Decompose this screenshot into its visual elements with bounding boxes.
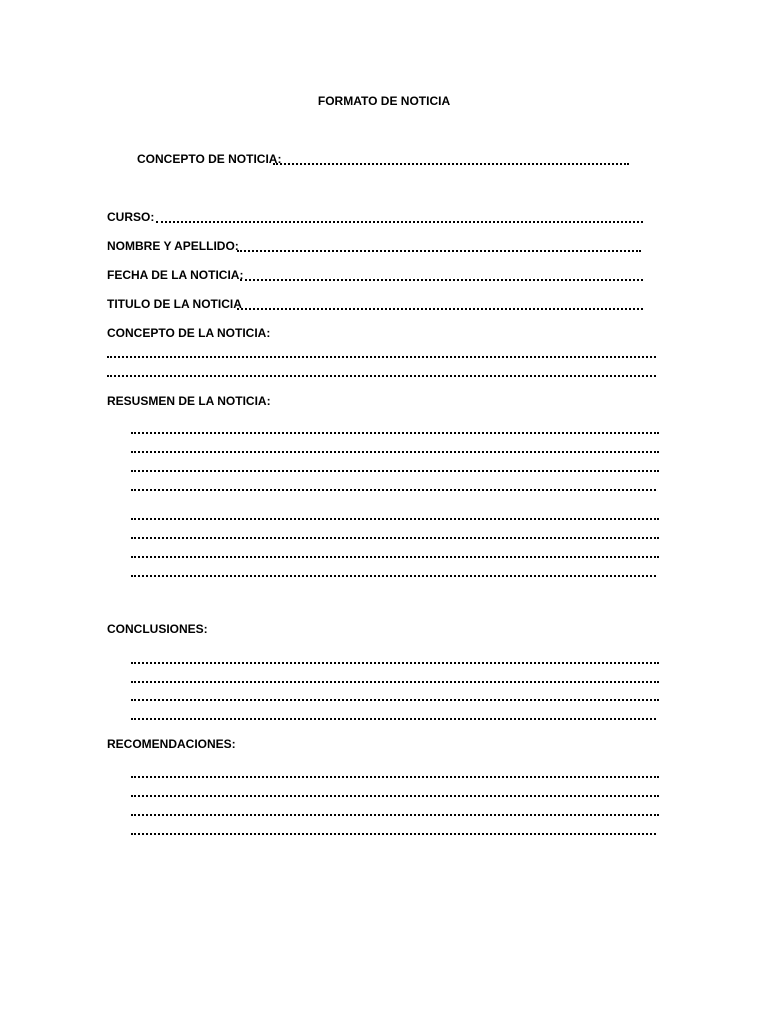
recomendaciones-line-3[interactable] — [131, 814, 659, 816]
nombre-line[interactable] — [237, 250, 641, 252]
fecha-label: FECHA DE LA NOTICIA: — [107, 268, 244, 282]
nombre-label: NOMBRE Y APELLIDO: — [107, 239, 239, 253]
recomendaciones-line-1[interactable] — [131, 776, 659, 778]
titulo-label: TITULO DE LA NOTICIA — [107, 297, 242, 311]
resumen-line-5[interactable] — [131, 518, 659, 520]
recomendaciones-line-4[interactable] — [131, 833, 656, 835]
resumen-line-2[interactable] — [131, 451, 659, 453]
conclusiones-line-2[interactable] — [131, 681, 659, 683]
document-title: FORMATO DE NOTICIA — [317, 94, 451, 108]
concepto-label: CONCEPTO DE LA NOTICIA: — [107, 326, 271, 340]
concept-header-label: CONCEPTO DE NOTICIA: — [137, 152, 282, 166]
concepto-line-2[interactable] — [107, 375, 656, 377]
fecha-line[interactable] — [240, 279, 643, 281]
titulo-line[interactable] — [237, 308, 643, 310]
resumen-line-8[interactable] — [131, 575, 656, 577]
resumen-line-7[interactable] — [131, 556, 659, 558]
concepto-line-1[interactable] — [107, 356, 656, 358]
resumen-line-1[interactable] — [131, 432, 659, 434]
conclusiones-label: CONCLUSIONES: — [107, 622, 208, 636]
resumen-label: RESUSMEN DE LA NOTICIA: — [107, 394, 271, 408]
concept-header-line[interactable] — [273, 163, 629, 165]
conclusiones-line-3[interactable] — [131, 699, 659, 701]
curso-line[interactable] — [156, 221, 643, 223]
conclusiones-line-4[interactable] — [131, 718, 656, 720]
recomendaciones-label: RECOMENDACIONES: — [107, 737, 236, 751]
conclusiones-line-1[interactable] — [131, 662, 659, 664]
resumen-line-6[interactable] — [131, 537, 659, 539]
curso-label: CURSO: — [107, 210, 155, 224]
resumen-line-3[interactable] — [131, 470, 659, 472]
resumen-line-4[interactable] — [131, 489, 656, 491]
recomendaciones-line-2[interactable] — [131, 795, 659, 797]
